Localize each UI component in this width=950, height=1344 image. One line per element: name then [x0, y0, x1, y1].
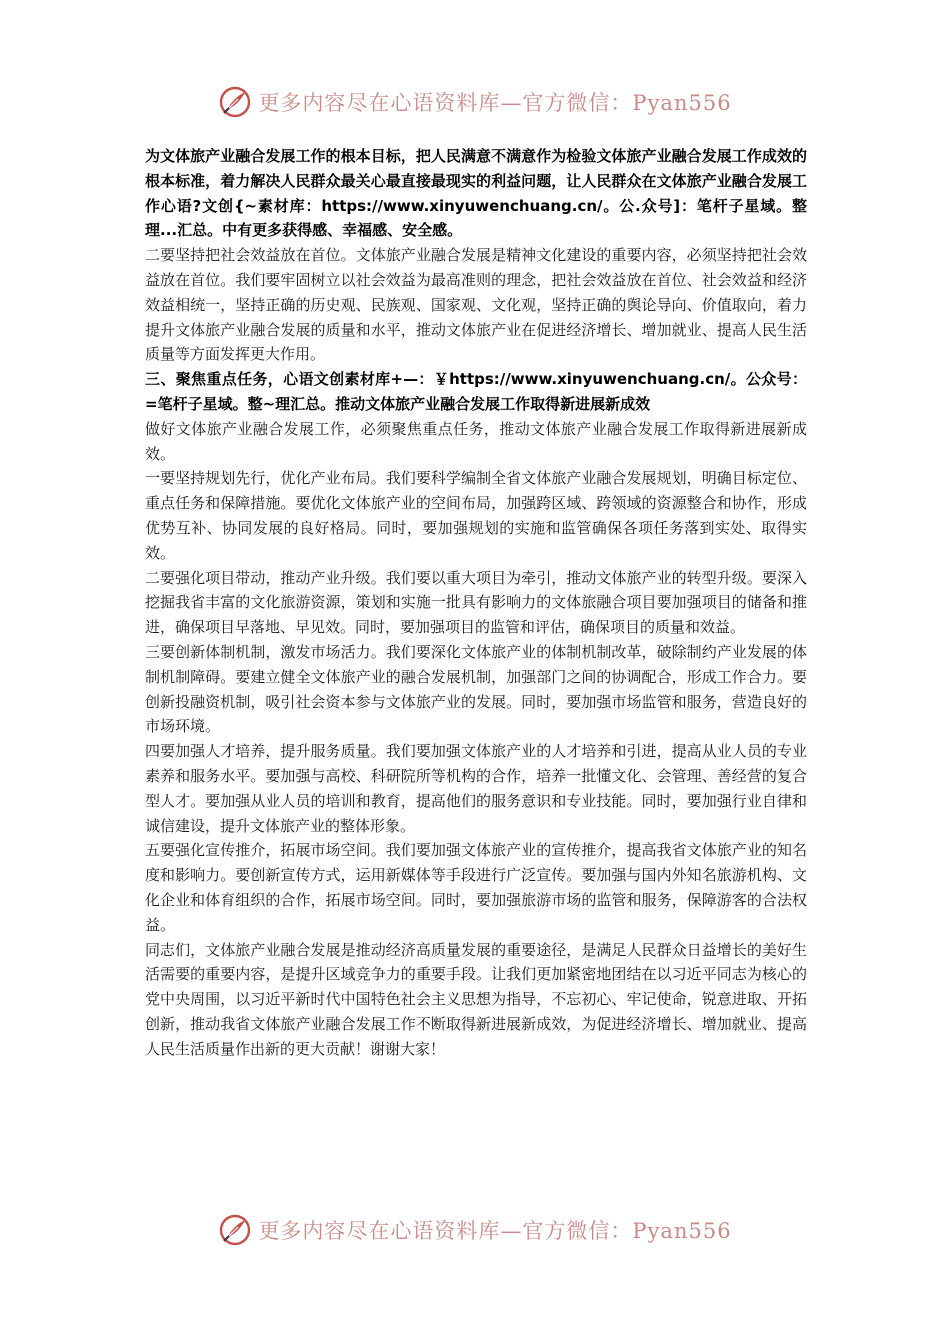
paragraph-10: 同志们，文体旅产业融合发展是推动经济高质量发展的重要途径，是满足人民群众日益增长的美好生活需要的重要内容，是提升区域竞争力的重要手段。让我们更加紧密地团结在以习近平同志为核心的党中央周围，以习近平新时代中国特色社会主义思想为指导，不忘初心、牢记使命，锐意进取、开拓创新，推动我省文体旅产业融合发展工作不断取得新进展新成效，为促进经济增长、增加就业、提高人民生活质量作出新的更大贡献！谢谢大家！ [145, 940, 807, 1058]
paragraph-9: 五要强化宣传推介，拓展市场空间。我们要加强文体旅产业的宣传推介，提高我省文体旅产业的知名度和影响力。要创新宣传方式，运用新媒体等手段进行广泛宣传。要加强与国内外知名旅游机构、文化企业和体育组织的合作，拓展市场空间。同时，要加强旅游市场的监管和服务，保障游客的合法权益。 [145, 841, 807, 934]
banner-text: 更多内容尽在心语资料库—官方微信：Pyan556 [258, 1219, 732, 1243]
paragraph-4: 做好文体旅产业融合发展工作，必须聚焦重点任务，推动文体旅产业融合发展工作取得新进展新成效。 [145, 419, 807, 463]
footer-banner [0, 1210, 950, 1250]
feather-pen-circle-icon [218, 1213, 252, 1247]
paragraph-7: 三要创新体制机制，激发市场活力。我们要深化文体旅产业的体制机制改革，破除制约产业发展的体制机制障碍。要建立健全文体旅产业的融合发展机制，加强部门之间的协调配合，形成工作合力。要创新投融资机制，吸引社会资本参与文体旅产业的发展。同时，要加强市场监管和服务，营造良好的市场环境。 [145, 642, 807, 736]
paragraph-6: 二要强化项目带动，推动产业升级。我们要以重大项目为牵引，推动文体旅产业的转型升级。要深入挖掘我省丰富的文化旅游资源，策划和实施一批具有影响力的文体旅融合项目要加强项目的储备和推进，确保项目早落地、早见效。同时，要加强项目的监管和评估，确保项目的质量和效益。 [145, 568, 807, 637]
feather-pen-circle-icon [218, 85, 252, 119]
paragraph-1: 为文体旅产业融合发展工作的根本目标，把人民满意不满意作为检验文体旅产业融合发展工作成效的根本标准，着力解决人民群众最关心最直接最现实的利益问题，让人民群众在文体旅产业融合发展工作心语?文创{~素材库：https://www.xinyuwenchuang.cn/。公.众号]：笔杆子星域。整理...汇总。中有更多获得感、幸福感、安全感。 [145, 147, 807, 240]
banner-text: 更多内容尽在心语资料库—官方微信：Pyan556 [258, 91, 732, 115]
header-banner [0, 82, 950, 122]
paragraph-2: 二要坚持把社会效益放在首位。文体旅产业融合发展是精神文化建设的重要内容，必须坚持把社会效益放在首位。我们要牢固树立以社会效益为最高准则的理念，把社会效益放在首位、社会效益和经济效益相统一，坚持正确的历史观、民族观、国家观、文化观，坚持正确的舆论导向、价值取向，着力提升文体旅产业融合发展的质量和水平，推动文体旅产业在促进经济增长、增加就业、提高人民生活质量等方面发挥更大作用。 [145, 246, 807, 364]
paragraph-8: 四要加强人才培养，提升服务质量。我们要加强文体旅产业的人才培养和引进，提高从业人员的专业素养和服务水平。要加强与高校、科研院所等机构的合作，培养一批懂文化、会管理、善经营的复合型人才。要加强从业人员的培训和教育，提高他们的服务意识和专业技能。同时，要加强行业自律和诚信建设，提升文体旅产业的整体形象。 [145, 742, 807, 835]
document-body [145, 144, 807, 1061]
paragraph-3: 三、聚焦重点任务，心语文创素材库+—：￥https://www.xinyuwenchuang.cn/。公众号：=笔杆子星域。整~理汇总。推动文体旅产业融合发展工作取得新进展新成效 [145, 370, 807, 413]
paragraph-5: 一要坚持规划先行，优化产业布局。我们要科学编制全省文体旅产业融合发展规划，明确目标定位、重点任务和保障措施。要优化文体旅产业的空间布局，加强跨区域、跨领域的资源整合和协作，形成优势互补、协同发展的良好格局。同时，要加强规划的实施和监管确保各项任务落到实处、取得实效。 [145, 469, 807, 562]
